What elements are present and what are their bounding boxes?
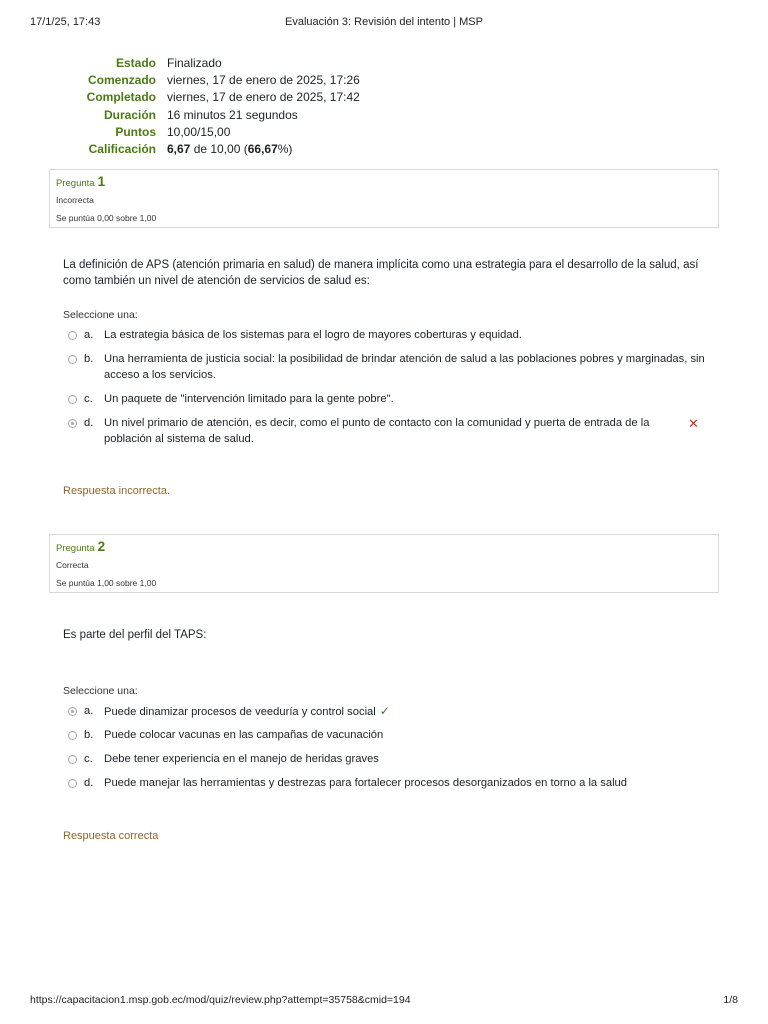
question-number	[56, 539, 105, 554]
option-text: Puede colocar vacunas en las campañas de vacunación	[104, 729, 384, 741]
radio-button[interactable]	[68, 731, 77, 740]
summary-label: Estado	[115, 56, 156, 70]
summary-label: Calificación	[88, 142, 156, 157]
option-letter: a.	[84, 705, 94, 717]
question-number-value: 1	[97, 174, 106, 189]
option-text-wrap	[104, 704, 712, 721]
summary-value: 10,00/15,00	[167, 124, 231, 139]
option-letter: d.	[84, 417, 94, 429]
question-text: Es parte del perfil del TAPS:	[63, 629, 207, 641]
radio-button[interactable]	[68, 395, 77, 404]
summary-row-estado	[58, 55, 360, 72]
print-header	[30, 16, 738, 30]
answer-prompt: Seleccione una:	[63, 309, 138, 321]
summary-value: viernes, 17 de enero de 2025, 17:42	[167, 90, 360, 105]
question-feedback: Respuesta correcta	[63, 830, 159, 842]
question-feedback: Respuesta incorrecta.	[63, 485, 170, 497]
summary-value: viernes, 17 de enero de 2025, 17:26	[167, 73, 360, 88]
summary-value	[167, 141, 360, 158]
question-info-box	[49, 169, 719, 228]
question-grade: Se puntúa 1,00 sobre 1,00	[56, 578, 157, 588]
radio-button[interactable]	[68, 331, 77, 340]
summary-row-completado	[58, 89, 360, 106]
option-letter: b.	[84, 729, 94, 741]
option-letter: b.	[84, 353, 94, 365]
summary-label: Comenzado	[87, 73, 156, 88]
option-text: Un nivel primario de atención, es decir, como el punto de contacto con la comunidad y puerta de entrada de la población al sistema de salud.	[104, 417, 650, 445]
summary-row-calificacion	[58, 141, 360, 158]
attempt-summary-table	[58, 55, 360, 158]
print-url[interactable]: https://capacitacion1.msp.gob.ec/mod/quiz/review.php?attempt=35758&cmid=194	[30, 994, 411, 1006]
option-letter: a.	[84, 329, 94, 341]
grade-percent: 66,67	[247, 142, 278, 157]
print-footer	[30, 994, 738, 1008]
option-text: Debe tener experiencia en el manejo de heridas graves	[104, 753, 379, 765]
option-letter: c.	[84, 753, 93, 765]
option-letter: d.	[84, 777, 94, 789]
option-text: Una herramienta de justicia social: la posibilidad de brindar atención de salud a las poblaciones pobres y marginadas, sin acceso a los servicios.	[104, 353, 705, 381]
incorrect-x-icon: ✕	[688, 416, 699, 431]
question-state: Incorrecta	[56, 195, 94, 205]
summary-row-comenzado	[58, 72, 360, 89]
option-text: Puede manejar las herramientas y destrezas para fortalecer procesos desorganizados en torno a la salud	[104, 777, 627, 789]
option-text: Puede dinamizar procesos de veeduría y control social	[104, 706, 376, 718]
summary-value: Finalizado	[167, 56, 222, 70]
radio-button-selected[interactable]	[68, 419, 77, 428]
radio-button[interactable]	[68, 755, 77, 764]
print-page-title: Evaluación 3: Revisión del intento | MSP	[285, 16, 483, 28]
grade-mid: de 10,00 (	[190, 142, 248, 157]
radio-button[interactable]	[68, 779, 77, 788]
question-label: Pregunta	[56, 543, 95, 554]
option-text: Un paquete de "intervención limitado para la gente pobre".	[104, 393, 394, 405]
question-grade: Se puntúa 0,00 sobre 1,00	[56, 213, 157, 223]
summary-row-puntos	[58, 124, 360, 141]
summary-label: Completado	[86, 90, 156, 105]
radio-button-selected[interactable]	[68, 707, 77, 716]
summary-label: Puntos	[115, 124, 156, 139]
grade-score: 6,67	[167, 142, 191, 157]
print-page-number: 1/8	[723, 994, 738, 1006]
question-label: Pregunta	[56, 178, 95, 189]
grade-end: %)	[277, 142, 293, 157]
summary-row-duracion	[58, 107, 360, 124]
question-state: Correcta	[56, 560, 89, 570]
option-text: La estrategia básica de los sistemas para el logro de mayores coberturas y equidad.	[104, 329, 522, 341]
answer-prompt: Seleccione una:	[63, 685, 138, 697]
option-letter: c.	[84, 393, 93, 405]
question-info-box	[49, 534, 719, 593]
summary-value: 16 minutos 21 segundos	[167, 107, 298, 122]
question-number	[56, 174, 105, 189]
question-text: La definición de APS (atención primaria en salud) de manera implícita como una estrategia para el desarrollo de la salud, así como también un nivel de atención de servicios de salud es:	[63, 259, 699, 287]
question-number-value: 2	[97, 539, 106, 554]
radio-button[interactable]	[68, 355, 77, 364]
correct-check-icon: ✓	[379, 704, 390, 718]
summary-label: Duración	[103, 107, 156, 122]
print-date: 17/1/25, 17:43	[30, 16, 101, 28]
